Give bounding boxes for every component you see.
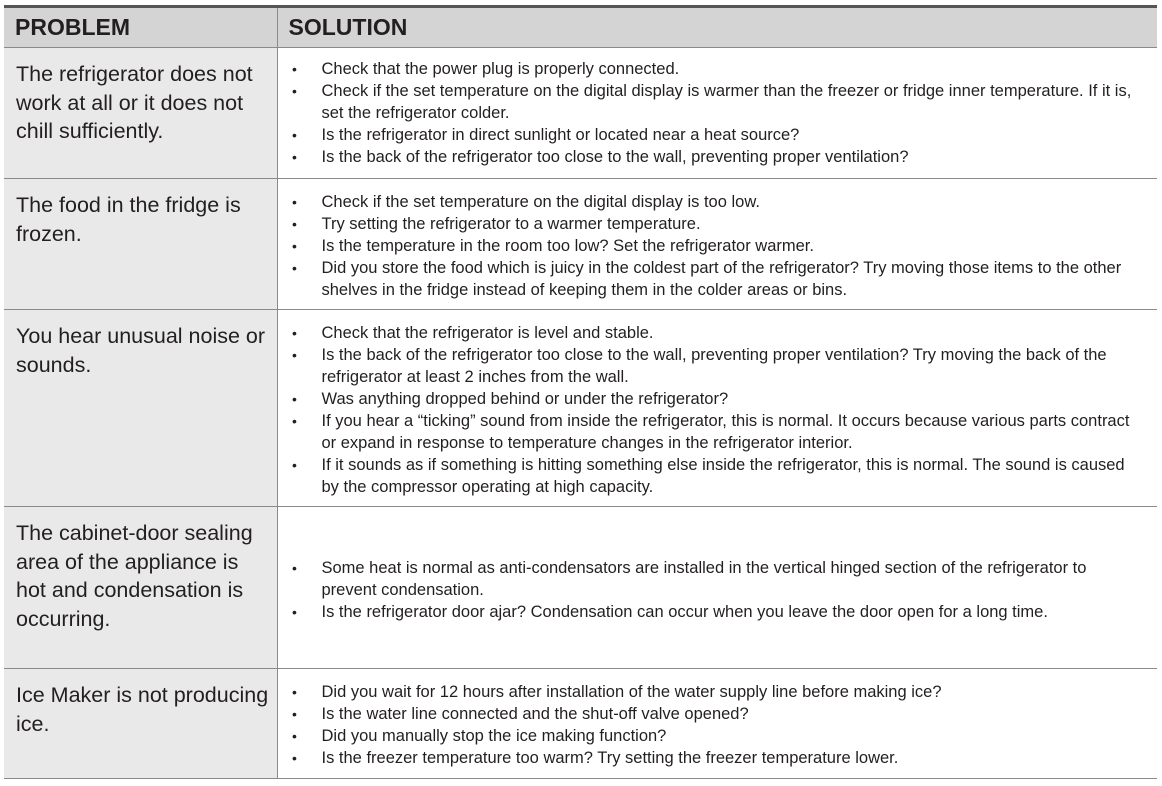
solution-cell — [277, 310, 1157, 507]
solution-list — [288, 322, 1144, 498]
header-row — [4, 8, 1157, 48]
problem-cell: The refrigerator does not work at all or it does not chill sufficiently. — [4, 48, 277, 179]
problem-cell: Ice Maker is not producing ice. — [4, 669, 277, 779]
bullet-icon: • — [292, 706, 297, 722]
solution-item: • Try setting the refrigerator to a warmer temperature. — [288, 213, 1144, 235]
table-row — [4, 507, 1157, 669]
solution-cell — [277, 507, 1157, 669]
solution-list — [288, 191, 1144, 301]
solution-item: • Did you wait for 12 hours after installation of the water supply line before making ice? — [288, 681, 1144, 703]
bullet-icon: • — [292, 127, 297, 143]
solution-item: • Is the temperature in the room too low? Set the refrigerator warmer. — [288, 235, 1144, 257]
solution-item: • Is the back of the refrigerator too close to the wall, preventing proper ventilation? Try moving the back of the refrigerator at least 2 inches from the wall. — [288, 344, 1144, 388]
solution-item: • Did you manually stop the ice making function? — [288, 725, 1144, 747]
solution-item: • If you hear a “ticking” sound from inside the refrigerator, this is normal. It occurs because various parts contract or expand in response to temperature changes in the refrigerator interior. — [288, 410, 1144, 454]
solution-item: • Is the refrigerator in direct sunlight or located near a heat source? — [288, 124, 1144, 146]
problem-cell: The cabinet-door sealing area of the appliance is hot and condensation is occurring. — [4, 507, 277, 669]
solution-item: • Is the refrigerator door ajar? Condensation can occur when you leave the door open for a long time. — [288, 601, 1144, 623]
bullet-icon: • — [292, 216, 297, 232]
solution-item: • Check that the power plug is properly connected. — [288, 58, 1144, 80]
bullet-icon: • — [292, 750, 297, 766]
solution-item: • Check that the refrigerator is level and stable. — [288, 322, 1144, 344]
solution-cell — [277, 48, 1157, 179]
solution-item: • Check if the set temperature on the digital display is warmer than the freezer or fridge inner temperature. If it is, set the refrigerator colder. — [288, 80, 1144, 124]
bullet-icon: • — [292, 260, 297, 276]
table-row — [4, 48, 1157, 179]
bullet-icon: • — [292, 61, 297, 77]
bullet-icon: • — [292, 347, 297, 363]
bullet-icon: • — [292, 684, 297, 700]
solution-item: • Is the back of the refrigerator too close to the wall, preventing proper ventilation? — [288, 146, 1144, 168]
bullet-icon: • — [292, 391, 297, 407]
solution-item: • If it sounds as if something is hitting something else inside the refrigerator, this is normal. The sound is caused by the compressor operating at high capacity. — [288, 454, 1144, 498]
bullet-icon: • — [292, 728, 297, 744]
bullet-icon: • — [292, 457, 297, 473]
solution-item: • Was anything dropped behind or under the refrigerator? — [288, 388, 1144, 410]
solution-list — [288, 58, 1144, 168]
solution-list — [288, 681, 1144, 769]
bullet-icon: • — [292, 149, 297, 165]
problem-cell: You hear unusual noise or sounds. — [4, 310, 277, 507]
bullet-icon: • — [292, 413, 297, 429]
problem-column-header: PROBLEM — [4, 8, 277, 48]
solution-column-header: SOLUTION — [277, 8, 1157, 48]
solution-item: • Did you store the food which is juicy in the coldest part of the refrigerator? Try moving those items to the other shelves in the fridge instead of keeping them in the colder areas or bins. — [288, 257, 1144, 301]
table-row — [4, 179, 1157, 310]
solution-list — [288, 557, 1144, 623]
solution-item: • Check if the set temperature on the digital display is too low. — [288, 191, 1144, 213]
table-row — [4, 310, 1157, 507]
bullet-icon: • — [292, 194, 297, 210]
solution-cell — [277, 669, 1157, 779]
bullet-icon: • — [292, 238, 297, 254]
solution-item: • Some heat is normal as anti-condensators are installed in the vertical hinged section of the refrigerator to prevent condensation. — [288, 557, 1144, 601]
problem-cell: The food in the fridge is frozen. — [4, 179, 277, 310]
solution-item: • Is the water line connected and the shut-off valve opened? — [288, 703, 1144, 725]
troubleshooting-table — [4, 8, 1157, 779]
bullet-icon: • — [292, 83, 297, 99]
bullet-icon: • — [292, 559, 297, 576]
bullet-icon: • — [292, 325, 297, 341]
solution-cell — [277, 179, 1157, 310]
table-row — [4, 669, 1157, 779]
solution-item: • Is the freezer temperature too warm? Try setting the freezer temperature lower. — [288, 747, 1144, 769]
bullet-icon: • — [292, 603, 297, 620]
